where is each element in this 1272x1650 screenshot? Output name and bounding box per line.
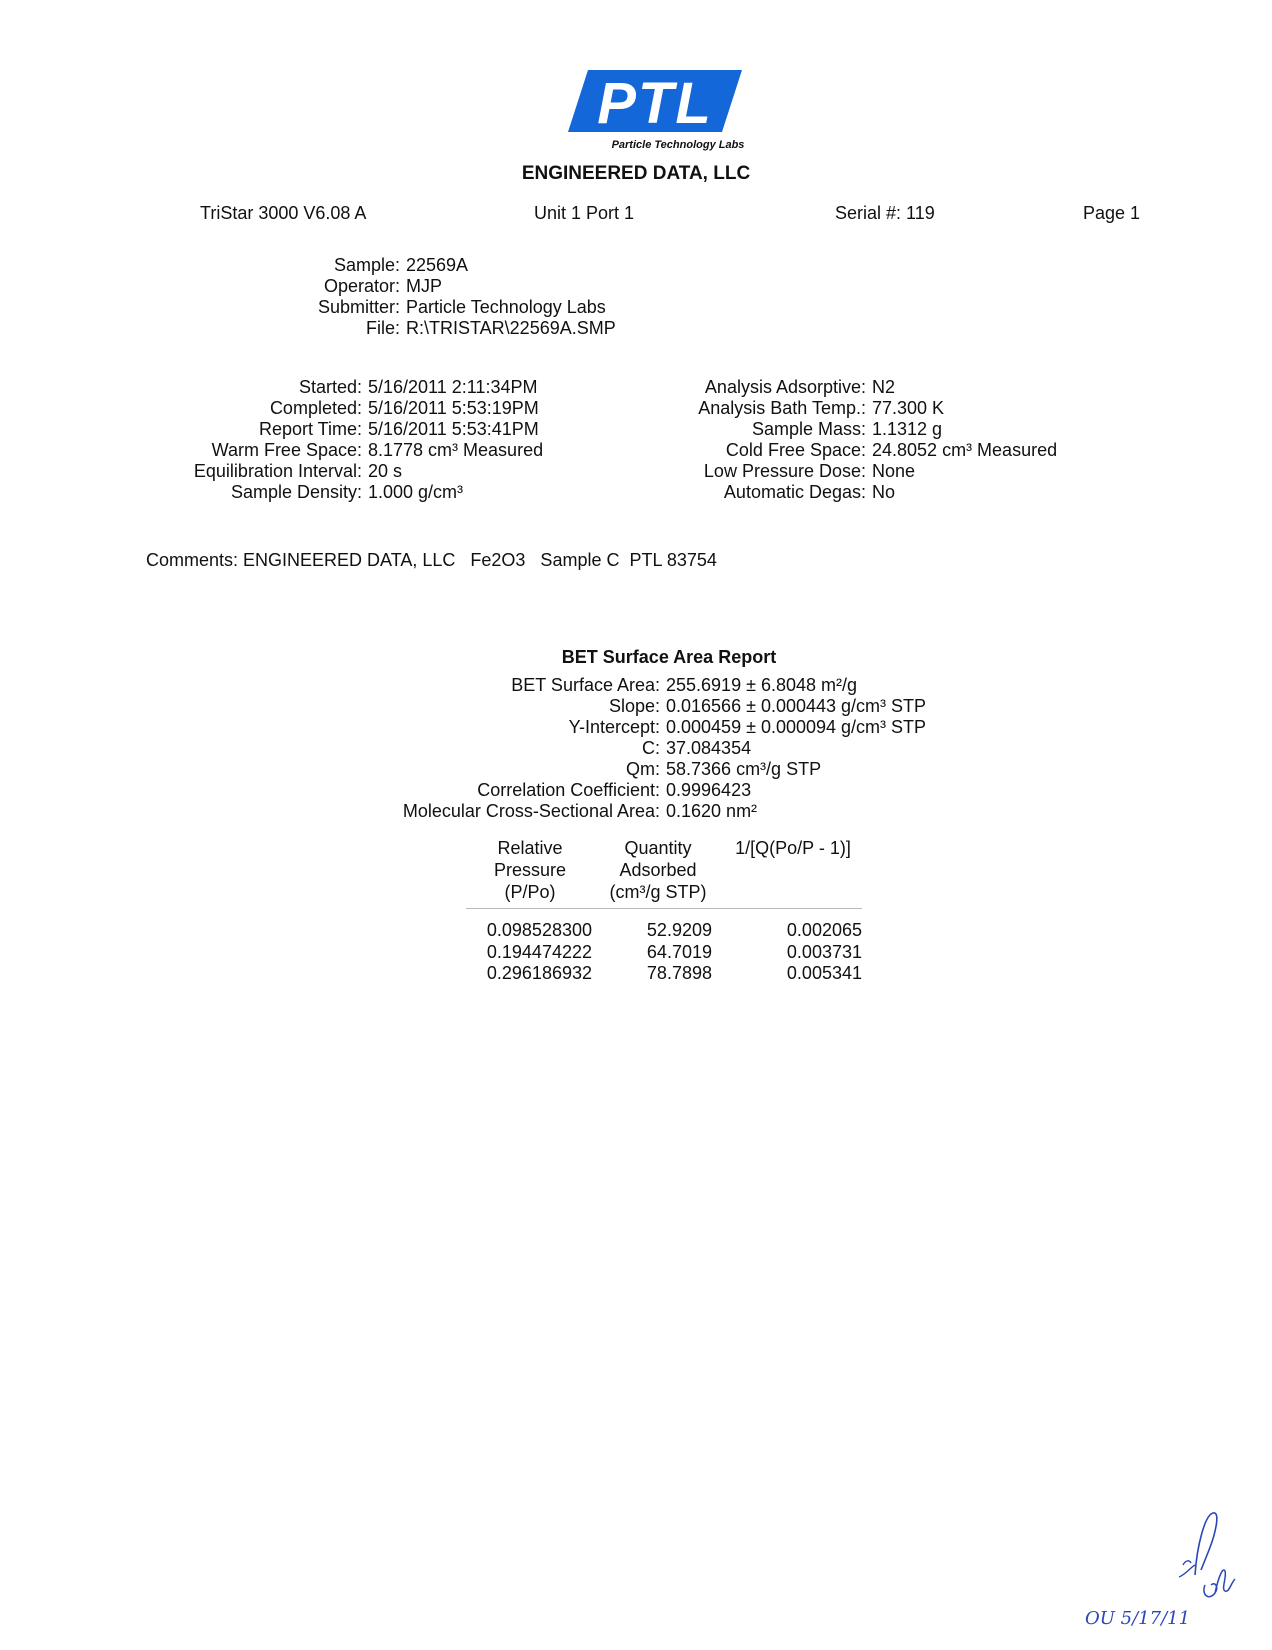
started-row: Started: 5/16/2011 2:11:34PM [298, 377, 538, 397]
warm-free-space-row: Warm Free Space: 8.1778 cm³ Measured [211, 440, 544, 460]
submitter-row: Submitter: Particle Technology Labs [317, 297, 606, 317]
table-cell: 0.002065 [786, 920, 862, 940]
qm-row: Qm: 58.7366 cm³/g STP [626, 759, 822, 779]
signature-graphic [1165, 1505, 1245, 1615]
report-time-row: Report Time: 5/16/2011 5:53:41PM [258, 419, 539, 439]
col-quantity-adsorbed [600, 920, 712, 985]
col-relative-pressure [460, 920, 592, 985]
table-cell: 52.9209 [646, 920, 712, 940]
sample-mass-row: Sample Mass: 1.1312 g [751, 419, 943, 439]
page-number: Page 1 [1083, 203, 1141, 223]
col-header-bet-transform: 1/[Q(Po/P - 1)] [735, 838, 851, 858]
correlation-coefficient-row: Correlation Coefficient: 0.9996423 [477, 780, 752, 800]
bet-surface-area-row: BET Surface Area: 255.6919 ± 6.8048 m²/g [511, 675, 858, 695]
adsorptive-row: Analysis Adsorptive: N2 [704, 377, 896, 397]
sample-info [0, 255, 616, 339]
table-cell: 0.005341 [786, 963, 862, 983]
equilibration-row: Equilibration Interval: 20 s [193, 461, 403, 481]
table-rule [466, 908, 862, 909]
col-header-relative-pressure: Relative Pressure (P/Po) [493, 838, 567, 902]
low-pressure-dose-row: Low Pressure Dose: None [703, 461, 916, 481]
company-name: ENGINEERED DATA, LLC [521, 163, 751, 184]
table-cell: 64.7019 [646, 941, 712, 962]
analysis-info [0, 377, 1057, 503]
bet-results [0, 675, 926, 822]
sample-row: Sample: 22569A [333, 255, 469, 275]
unit-port: Unit 1 Port 1 [534, 203, 635, 223]
file-row: File: R:\TRISTAR\22569A.SMP [365, 318, 616, 338]
table-cell: 0.098528300 [486, 920, 592, 940]
sample-density-row: Sample Density: 1.000 g/cm³ [230, 482, 464, 502]
completed-row: Completed: 5/16/2011 5:53:19PM [269, 398, 539, 418]
automatic-degas-row: Automatic Degas: No [723, 482, 896, 502]
col-bet-transform [740, 920, 862, 985]
y-intercept-row: Y-Intercept: 0.000459 ± 0.000094 g/cm³ STP [568, 717, 927, 737]
cross-sectional-area-row: Molecular Cross-Sectional Area: 0.1620 nm² [402, 801, 758, 821]
table-cell: 0.296186932 [486, 963, 592, 983]
operator-row: Operator: MJP [323, 276, 442, 296]
instrument-version: TriStar 3000 V6.08 A [200, 203, 367, 223]
ptl-logo [560, 68, 780, 152]
logo-tagline: Particle Technology Labs [611, 139, 745, 151]
handwritten-date-initials: OU 5/17/11 [1085, 1608, 1191, 1629]
bet-report-title: BET Surface Area Report [561, 647, 777, 667]
cold-free-space-row: Cold Free Space: 24.8052 cm³ Measured [725, 440, 1058, 460]
slope-row: Slope: 0.016566 ± 0.000443 g/cm³ STP [608, 696, 927, 716]
comments-line: Comments: ENGINEERED DATA, LLC Fe2O3 Sample C PTL 83754 [146, 550, 717, 570]
table-cell: 0.003731 [786, 941, 862, 962]
ptl-logo-graphic [560, 68, 780, 152]
col-header-quantity-adsorbed: Quantity Adsorbed (cm³/g STP) [609, 838, 707, 902]
serial-number: Serial #: 119 [835, 203, 935, 223]
handwritten-signature [1165, 1505, 1245, 1615]
bath-temp-row: Analysis Bath Temp.: 77.300 K [698, 398, 945, 418]
logo-wordmark: PTL [597, 71, 713, 136]
table-cell: 0.194474222 [486, 941, 592, 962]
c-constant-row: C: 37.084354 [642, 738, 752, 758]
table-cell: 78.7898 [646, 963, 712, 983]
